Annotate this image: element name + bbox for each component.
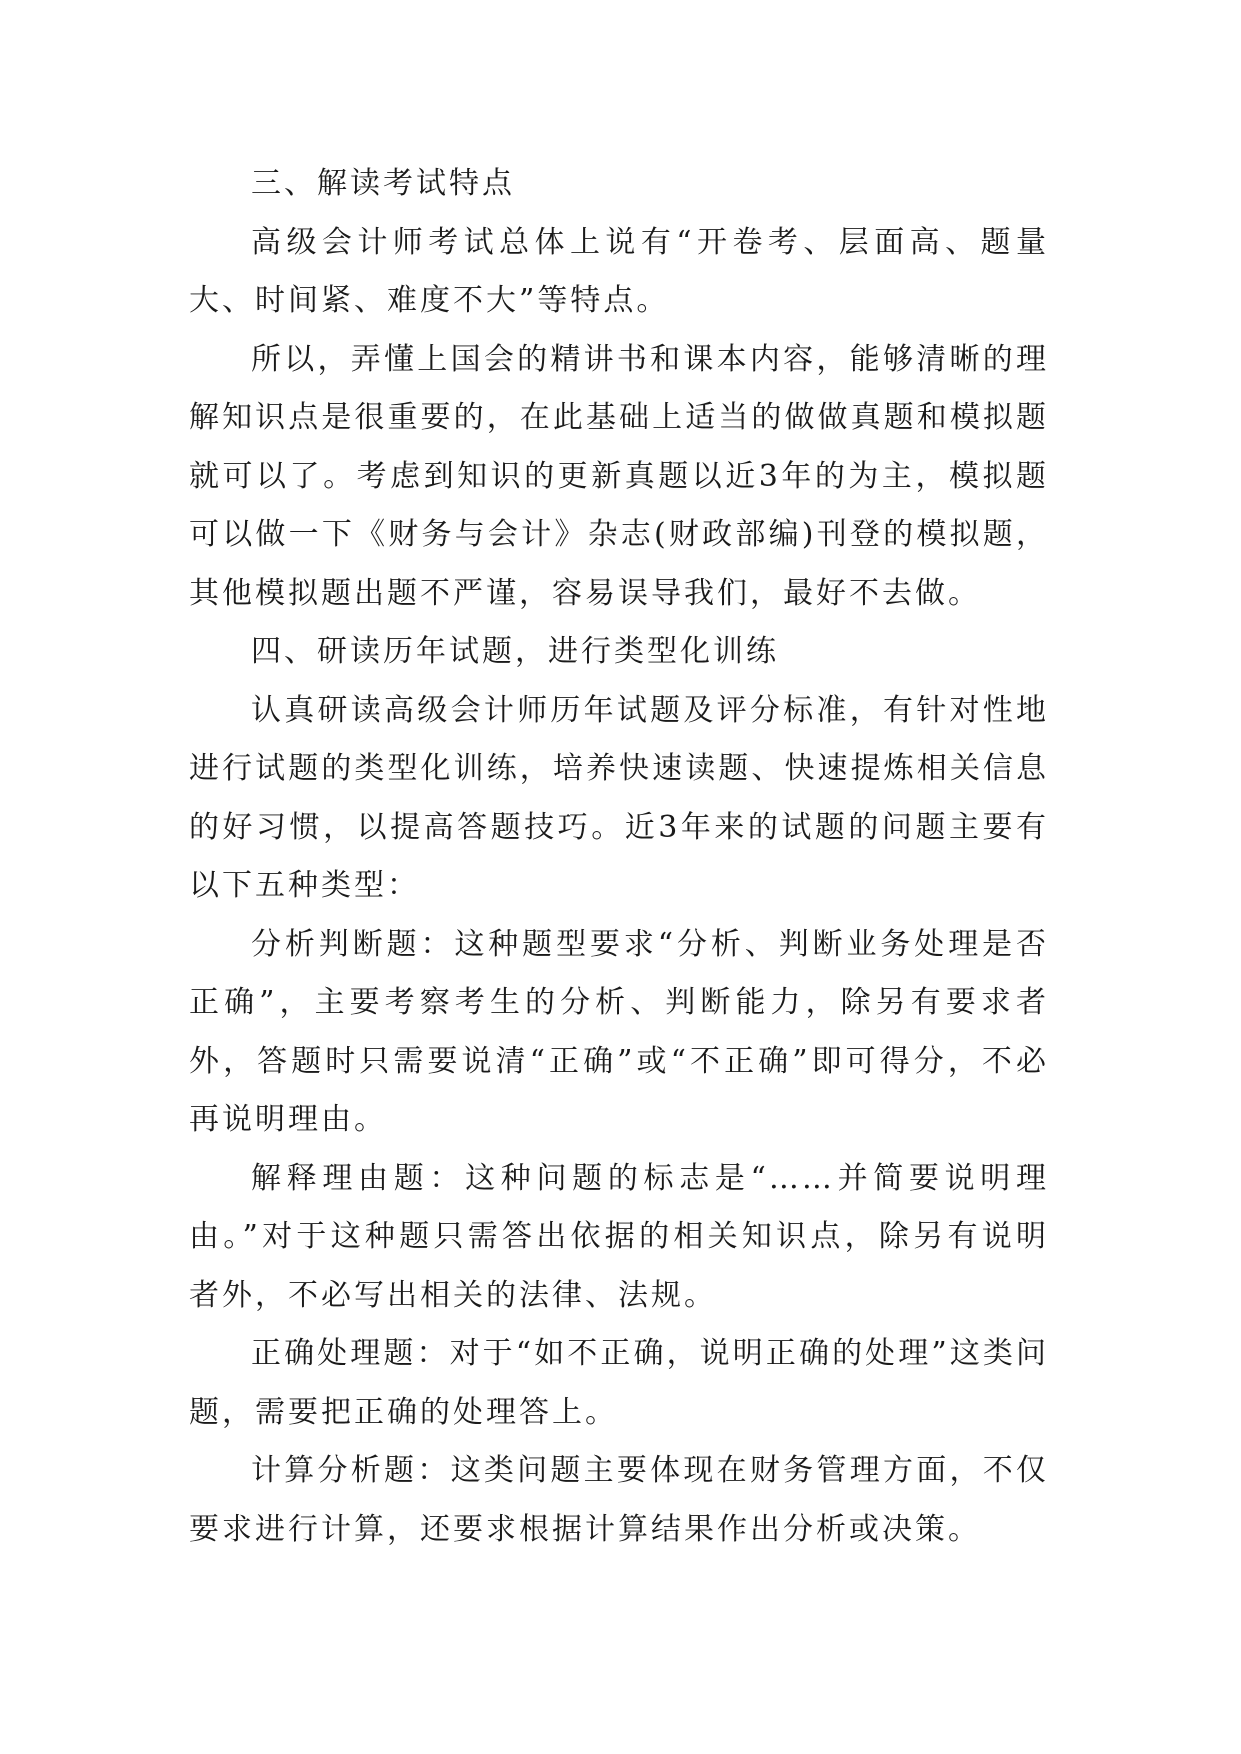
paragraph-past-papers: 认真研读高级会计师历年试题及评分标准，有针对性地进行试题的类型化训练，培养快速读题、快速提炼相关信息的好习惯，以提高答题技巧。近3年来的试题的问题主要有以下五种类型： [189,692,1049,903]
paragraph-explain-reason: 解释理由题：这种问题的标志是“……并简要说明理由。”对于这种题只需答出依据的相关知识点，除另有说明者外，不必写出相关的法律、法规。 [189,1160,1049,1313]
paragraph-calculation-analysis: 计算分析题：这类问题主要体现在财务管理方面，不仅要求进行计算，还要求根据计算结果作出分析或决策。 [189,1453,1049,1547]
paragraph-correct-handling: 正确处理题：对于“如不正确，说明正确的处理”这类问题，需要把正确的处理答上。 [189,1336,1049,1430]
section-heading-4: 四、研读历年试题，进行类型化训练 [251,634,779,669]
paragraph-exam-features: 高级会计师考试总体上说有“开卷考、层面高、题量大、时间紧、难度不大”等特点。 [189,224,1049,318]
section-heading-3: 三、解读考试特点 [251,166,515,201]
paragraph-analysis-judgment: 分析判断题：这种题型要求“分析、判断业务处理是否正确”，主要考察考生的分析、判断能力，除另有要求者外，答题时只需要说清“正确”或“不正确”即可得分，不必再说明理由。 [189,926,1049,1137]
paragraph-study-advice: 所以，弄懂上国会的精讲书和课本内容，能够清晰的理解知识点是很重要的，在此基础上适当的做做真题和模拟题就可以了。考虑到知识的更新真题以近3年的为主，模拟题可以做一下《财务与会计》杂志(财政部编)刊登的模拟题，其他模拟题出题不严谨，容易误导我们，最好不去做。 [189,341,1049,611]
document-body [189,155,1049,1559]
